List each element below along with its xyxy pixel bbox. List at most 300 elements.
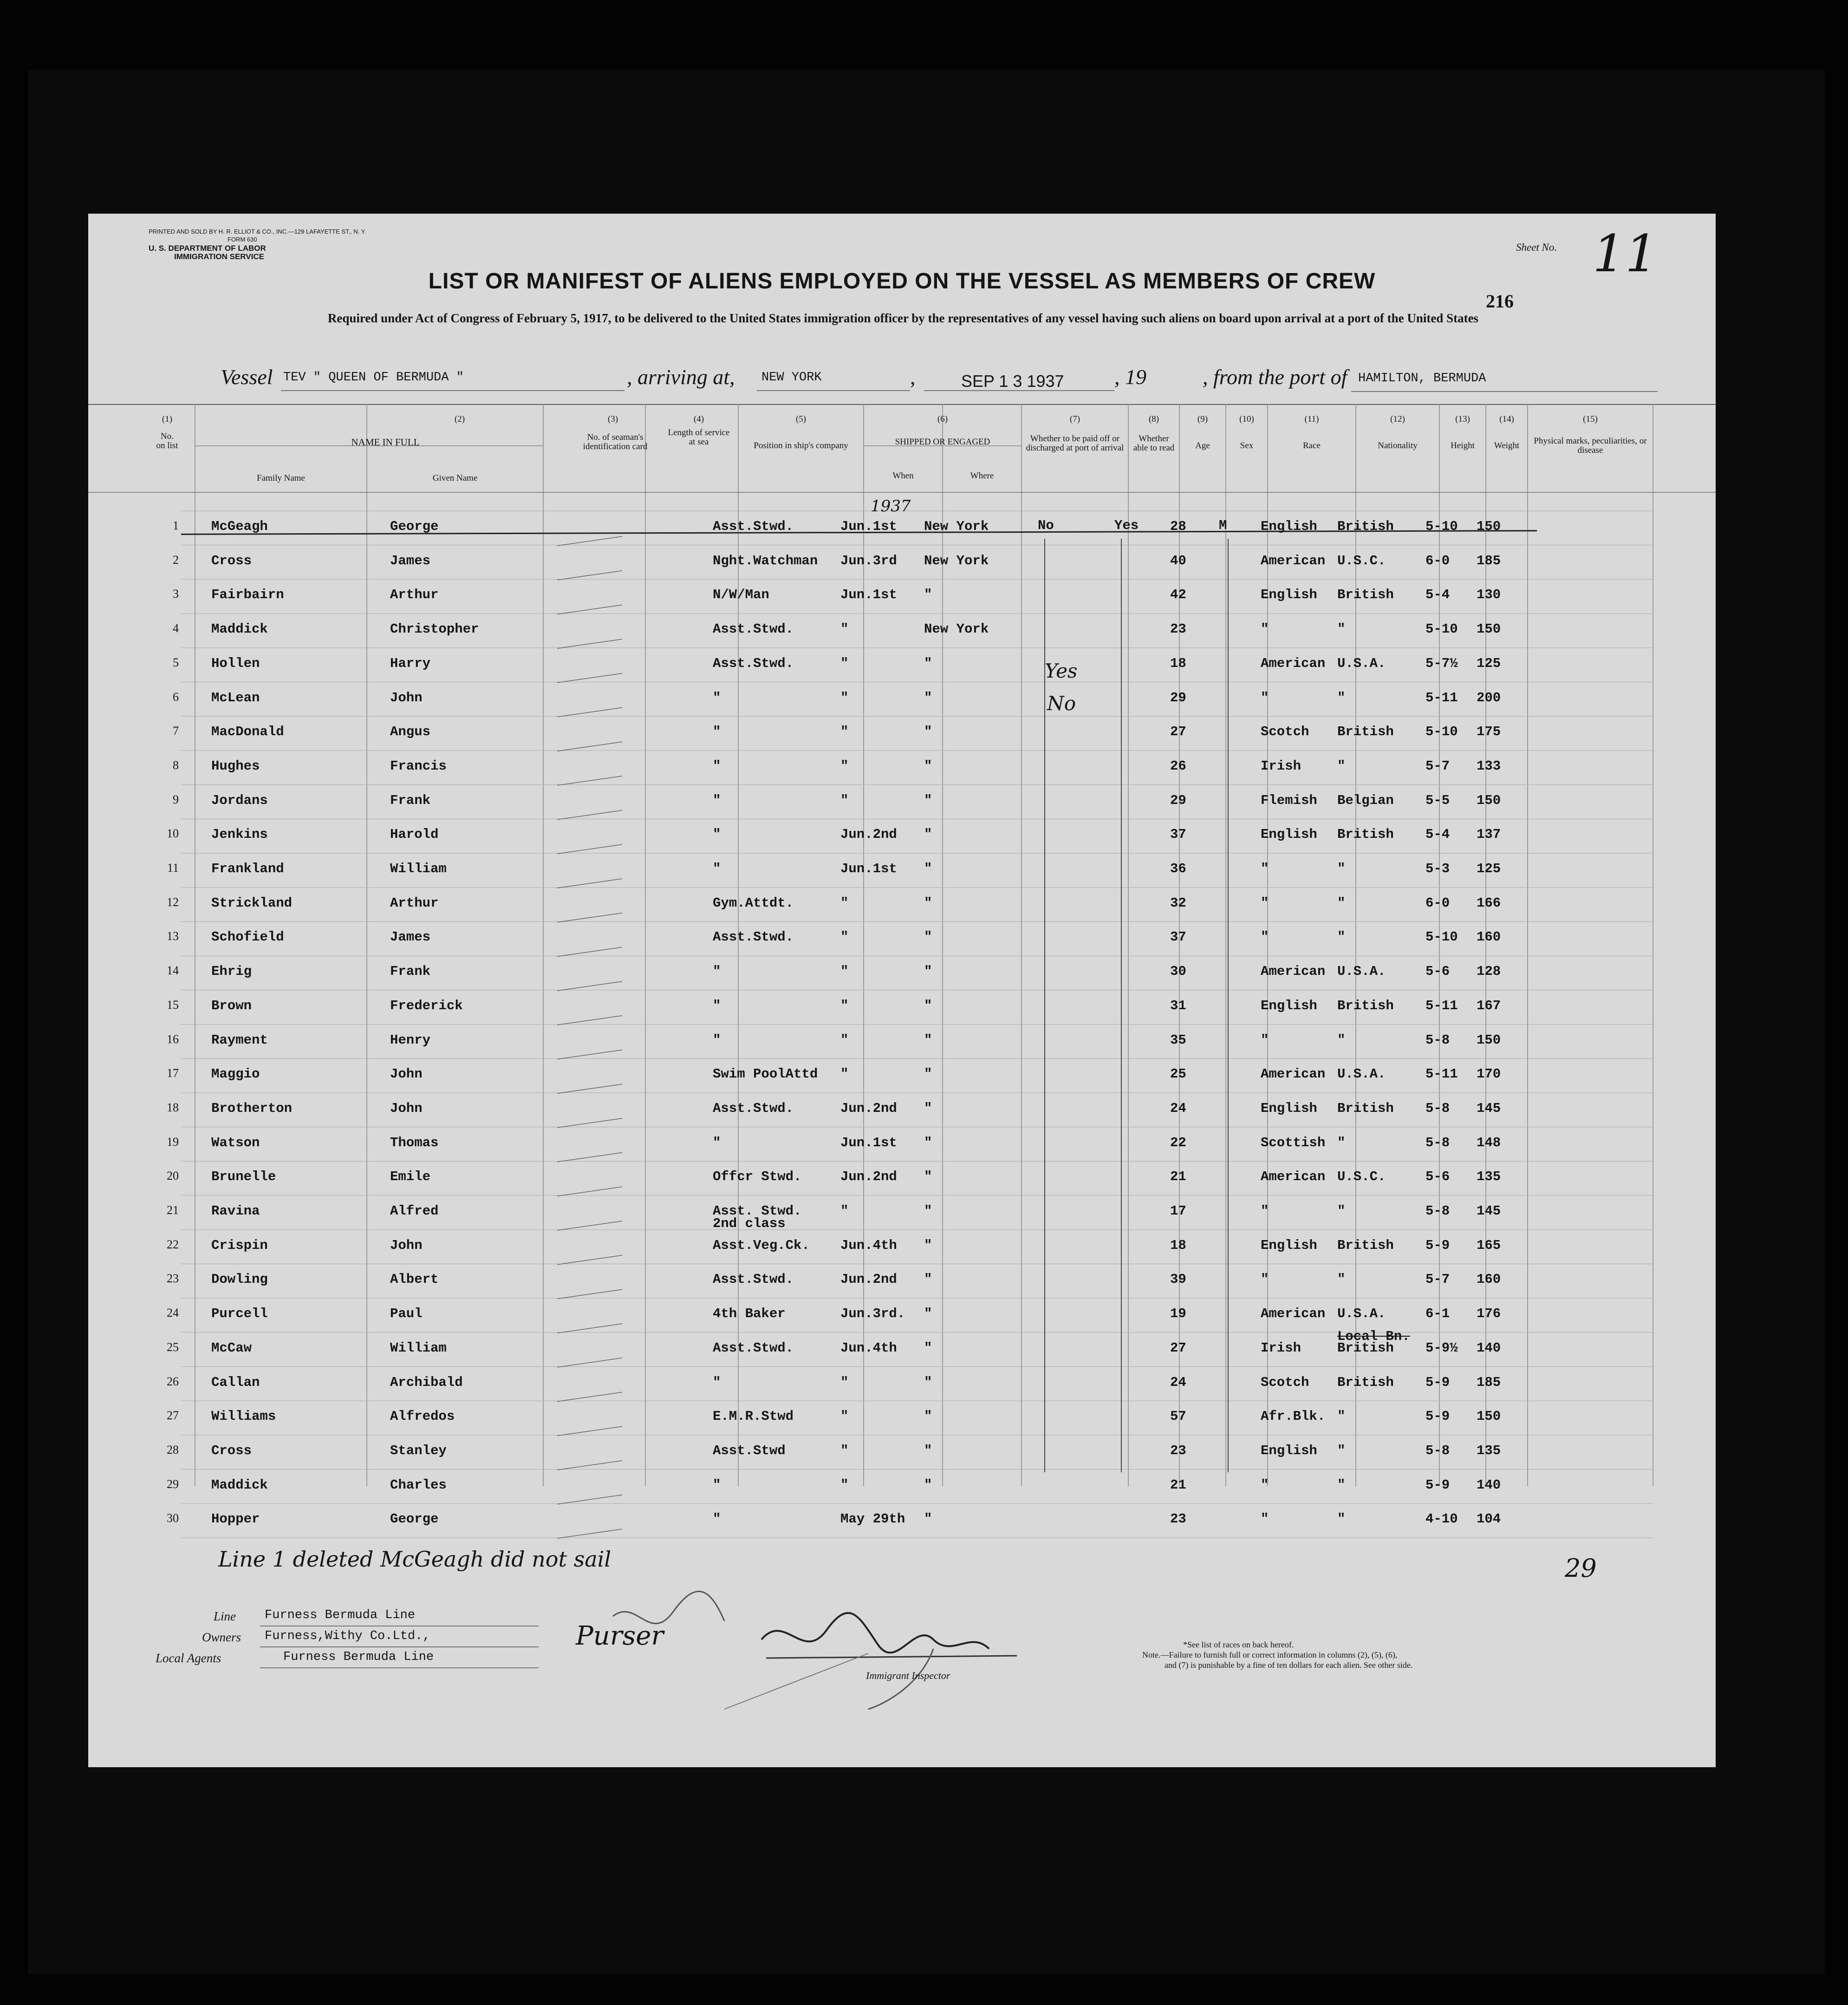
given-name: Charles — [390, 1477, 447, 1493]
nationality: " — [1337, 1272, 1346, 1287]
footnote-races: *See list of races on back hereof. — [1183, 1640, 1294, 1649]
family-name: Brotherton — [211, 1100, 293, 1116]
age: 19 — [1170, 1306, 1186, 1322]
row-number: 27 — [167, 1409, 179, 1423]
nationality: British — [1337, 724, 1394, 740]
header-height: Height — [1451, 441, 1475, 451]
height: 5-7½ — [1425, 655, 1458, 671]
header-name-in-full: NAME IN FULL — [351, 437, 420, 448]
arriving-label: , arriving at, — [627, 365, 735, 389]
date-underline — [924, 390, 1114, 391]
height: 5-11 — [1425, 998, 1458, 1013]
weight: 145 — [1477, 1203, 1501, 1219]
height: 4-10 — [1425, 1511, 1458, 1527]
height: 5-9½ — [1425, 1340, 1458, 1356]
shipped-where: " — [924, 1203, 932, 1219]
position: " — [713, 1477, 721, 1493]
age: 29 — [1170, 690, 1186, 705]
race: " — [1261, 1511, 1269, 1527]
shipped-where: New York — [924, 519, 989, 534]
shipped-when: Jun.1st — [840, 861, 897, 876]
age: 28 — [1170, 519, 1186, 534]
card-slash-mark — [557, 844, 622, 854]
race: Scotch — [1261, 724, 1309, 740]
col-number-9: (9) — [1197, 414, 1208, 424]
height: 5-11 — [1425, 1066, 1458, 1082]
position: " — [713, 861, 721, 876]
height: 5-9 — [1425, 1409, 1450, 1424]
given-name: Albert — [390, 1272, 439, 1287]
weight: 175 — [1477, 724, 1501, 740]
col-number-10: (10) — [1239, 414, 1254, 424]
header-physical-marks: Physical marks, peculiarities, or disease — [1534, 436, 1647, 455]
family-name: Rayment — [211, 1032, 268, 1048]
footnote-penalty: Note.—Failure to furnish full or correct information in columns (2), (5), (6), — [1142, 1650, 1398, 1659]
height: 5-5 — [1425, 792, 1450, 808]
family-name: Jenkins — [211, 827, 268, 842]
shipped-where: " — [924, 724, 932, 740]
nationality: " — [1337, 758, 1346, 774]
shipped-when: Jun.3rd — [840, 553, 897, 568]
header-no-on-list: No. on list — [156, 431, 178, 451]
card-slash-mark — [557, 913, 622, 922]
row-number: 25 — [167, 1340, 179, 1354]
shipped-where: " — [924, 1477, 932, 1493]
card-slash-mark — [557, 1016, 622, 1025]
given-name: Alfredos — [390, 1409, 455, 1424]
height: 5-8 — [1425, 1032, 1450, 1048]
position: " — [713, 758, 721, 774]
position: " — [713, 964, 721, 980]
weight: 133 — [1477, 758, 1501, 774]
shipped-when: " — [840, 895, 849, 911]
card-slash-mark — [557, 1461, 622, 1470]
age: 57 — [1170, 1409, 1186, 1424]
weight: 167 — [1477, 998, 1501, 1013]
shipped-when: Jun.4th — [840, 1237, 897, 1253]
shipped-where: " — [924, 655, 932, 671]
shipped-when: " — [840, 792, 849, 808]
given-name: Archibald — [390, 1374, 463, 1390]
card-slash-mark — [557, 673, 622, 683]
row-number: 7 — [173, 724, 179, 738]
shipped-where: " — [924, 1169, 932, 1185]
height: 5-7 — [1425, 1272, 1450, 1287]
shipped-where: " — [924, 1340, 932, 1356]
age: 35 — [1170, 1032, 1186, 1048]
card-slash-mark — [557, 1358, 622, 1367]
nationality: British — [1337, 827, 1394, 842]
arriving-port: NEW YORK — [761, 371, 822, 385]
agents-underline — [260, 1667, 539, 1668]
race: " — [1261, 1477, 1269, 1493]
card-slash-mark — [557, 742, 622, 751]
family-name: Hopper — [211, 1511, 260, 1527]
shipped-where: " — [924, 1066, 932, 1082]
position-line2: 2nd class — [713, 1216, 786, 1231]
nationality: U.S.A. — [1337, 1306, 1386, 1322]
shipped-where: " — [924, 827, 932, 842]
vessel-name: TEV " QUEEN OF BERMUDA " — [283, 371, 464, 385]
age: 37 — [1170, 929, 1186, 945]
given-name: Arthur — [390, 587, 439, 603]
family-name: Brunelle — [211, 1169, 276, 1185]
weight: 170 — [1477, 1066, 1501, 1082]
age: 23 — [1170, 621, 1186, 637]
shipped-where: " — [924, 1511, 932, 1527]
race: Irish — [1261, 758, 1301, 774]
vessel-underline — [281, 390, 625, 391]
shipped-when: " — [840, 1374, 849, 1390]
weight: 135 — [1477, 1169, 1501, 1185]
age: 42 — [1170, 587, 1186, 603]
race: " — [1261, 1032, 1269, 1048]
row-number: 29 — [167, 1477, 179, 1491]
card-slash-mark — [557, 879, 622, 888]
paid-off: No — [1038, 518, 1054, 533]
owners-label: Owners — [202, 1630, 241, 1644]
line-label: Line — [214, 1609, 236, 1623]
race: English — [1261, 519, 1317, 534]
given-name: Frank — [390, 792, 431, 808]
shipped-where: " — [924, 929, 932, 945]
shipped-where: " — [924, 861, 932, 876]
race: " — [1261, 690, 1269, 705]
card-slash-mark — [557, 1050, 622, 1059]
given-name: Stanley — [390, 1443, 447, 1458]
shipped-when: " — [840, 1477, 849, 1493]
height: 5-11 — [1425, 690, 1458, 705]
shipped-where: " — [924, 1409, 932, 1424]
header-length-service: Length of service at sea — [668, 428, 730, 447]
col-number-3: (3) — [607, 414, 618, 424]
height: 5-8 — [1425, 1203, 1450, 1219]
height: 5-9 — [1425, 1374, 1450, 1390]
row-number: 15 — [167, 998, 179, 1012]
shipped-when: " — [840, 655, 849, 671]
nationality: U.S.A. — [1337, 1066, 1386, 1082]
age: 27 — [1170, 1340, 1186, 1356]
weight: 150 — [1477, 519, 1501, 534]
given-name: James — [390, 929, 431, 945]
age: 40 — [1170, 553, 1186, 568]
family-name: Maddick — [211, 1477, 268, 1493]
position: " — [713, 998, 721, 1013]
height: 5-3 — [1425, 861, 1450, 876]
weight: 104 — [1477, 1511, 1501, 1527]
card-slash-mark — [557, 708, 622, 717]
row-number: 8 — [173, 758, 179, 772]
able-to-read: Yes — [1114, 518, 1139, 533]
weight: 140 — [1477, 1477, 1501, 1493]
header-age: Age — [1195, 441, 1210, 451]
race: American — [1261, 553, 1326, 568]
row-number: 26 — [167, 1374, 179, 1388]
shipped-where: " — [924, 964, 932, 980]
given-name: James — [390, 553, 431, 568]
race: " — [1261, 895, 1269, 911]
shipped-when: Jun.3rd. — [840, 1306, 905, 1322]
shipped-where: " — [924, 1272, 932, 1287]
shipped-when: Jun.1st — [840, 587, 897, 603]
nationality-struck: Local Bn. — [1337, 1328, 1410, 1344]
position: Swim PoolAttd — [713, 1066, 818, 1082]
age: 24 — [1170, 1374, 1186, 1390]
card-slash-mark — [557, 776, 622, 785]
weight: 148 — [1477, 1135, 1501, 1150]
nationality: " — [1337, 690, 1346, 705]
height: 5-10 — [1425, 519, 1458, 534]
height: 5-6 — [1425, 964, 1450, 980]
family-name: Ehrig — [211, 964, 252, 980]
nationality: U.S.C. — [1337, 1169, 1386, 1185]
header-shipped-engaged: SHIPPED OR ENGAGED — [895, 437, 990, 447]
shipped-when: May 29th — [840, 1511, 905, 1527]
shipped-when: Jun.2nd — [840, 1272, 897, 1287]
height: 5-6 — [1425, 1169, 1450, 1185]
page-subtitle: Required under Act of Congress of February 5, 1917, to be delivered to the United States immigration officer by the representatives of any vessel having such aliens on board upon arrival at a port of the United States — [327, 311, 1479, 325]
family-name: McCaw — [211, 1340, 252, 1356]
nationality: British — [1337, 1100, 1394, 1116]
family-name: Frankland — [211, 861, 284, 876]
shipped-where: " — [924, 1100, 932, 1116]
col-number-7: (7) — [1069, 414, 1080, 424]
race: American — [1261, 964, 1326, 980]
race: American — [1261, 1169, 1326, 1185]
year-label: , 19 — [1114, 365, 1146, 389]
family-name: Callan — [211, 1374, 260, 1390]
weight: 185 — [1477, 553, 1501, 568]
position: " — [713, 827, 721, 842]
height: 5-9 — [1425, 1477, 1450, 1493]
footnote-penalty-cont: and (7) is punishable by a fine of ten dollars for each alien. See other side. — [1165, 1660, 1413, 1670]
shipped-when: " — [840, 724, 849, 740]
row-number: 14 — [167, 964, 179, 978]
family-name: MacDonald — [211, 724, 284, 740]
family-name: Brown — [211, 998, 252, 1013]
shipped-when: " — [840, 929, 849, 945]
race: American — [1261, 1306, 1326, 1322]
weight: 160 — [1477, 929, 1501, 945]
row-number: 17 — [167, 1066, 179, 1080]
position: N/W/Man — [713, 587, 769, 603]
card-slash-mark — [557, 1426, 622, 1436]
owners-underline — [260, 1646, 539, 1647]
position: Asst.Stwd. — [713, 519, 794, 534]
weight: 166 — [1477, 895, 1501, 911]
header-family-name: Family Name — [257, 473, 305, 483]
nationality: U.S.C. — [1337, 553, 1386, 568]
manifest-sheet — [88, 214, 1716, 1767]
height: 5-10 — [1425, 929, 1458, 945]
position: Asst.Stwd. — [713, 1272, 794, 1287]
shipped-where: " — [924, 690, 932, 705]
nationality: U.S.A. — [1337, 964, 1386, 980]
age: 30 — [1170, 964, 1186, 980]
col-number-14: (14) — [1499, 414, 1514, 424]
shipped-where: " — [924, 998, 932, 1013]
header-position: Position in ship's company — [754, 441, 848, 451]
given-name: John — [390, 1066, 423, 1082]
arriving-underline — [757, 390, 910, 391]
weight: 137 — [1477, 827, 1501, 842]
family-name: Williams — [211, 1409, 276, 1424]
card-slash-mark — [557, 1495, 622, 1504]
weight: 176 — [1477, 1306, 1501, 1322]
position: " — [713, 1374, 721, 1390]
shipped-where: " — [924, 792, 932, 808]
family-name: Purcell — [211, 1306, 268, 1322]
age: 39 — [1170, 1272, 1186, 1287]
card-slash-mark — [557, 1187, 622, 1196]
printer-line: PRINTED AND SOLD BY H. R. ELLIOT & CO., INC.—129 LAFAYETTE ST., N. Y. — [149, 228, 366, 235]
race: American — [1261, 655, 1326, 671]
position: Gym.Attdt. — [713, 895, 794, 911]
nationality: " — [1337, 1477, 1346, 1493]
shipped-when: " — [840, 964, 849, 980]
age: 23 — [1170, 1511, 1186, 1527]
row-number: 16 — [167, 1032, 179, 1046]
shipped-when: Jun.4th — [840, 1340, 897, 1356]
nationality: " — [1337, 1032, 1346, 1048]
shipped-when: " — [840, 1032, 849, 1048]
position: " — [713, 1511, 721, 1527]
weight: 200 — [1477, 690, 1501, 705]
card-slash-mark — [557, 1324, 622, 1333]
sex: M — [1219, 518, 1227, 533]
position: " — [713, 1135, 721, 1150]
shipped-when: Jun.2nd — [840, 1100, 897, 1116]
weight: 128 — [1477, 964, 1501, 980]
row-number: 24 — [167, 1306, 179, 1320]
card-slash-mark — [557, 1392, 622, 1402]
height: 5-7 — [1425, 758, 1450, 774]
position: Asst.Stwd. — [713, 1100, 794, 1116]
shipped-where: " — [924, 1237, 932, 1253]
weight: 165 — [1477, 1237, 1501, 1253]
sheet-number-label: Sheet No. — [1516, 242, 1557, 253]
inspector-signature — [608, 1570, 1035, 1714]
header-paid-off: Whether to be paid off or discharged at port of arrival — [1026, 434, 1124, 453]
weight: 150 — [1477, 1409, 1501, 1424]
shipped-where: " — [924, 1443, 932, 1458]
age: 24 — [1170, 1100, 1186, 1116]
col-number-2: (2) — [454, 414, 465, 424]
race: " — [1261, 929, 1269, 945]
height: 5-4 — [1425, 827, 1450, 842]
shipped-when: " — [840, 690, 849, 705]
header-nationality: Nationality — [1378, 441, 1418, 451]
family-name: Schofield — [211, 929, 284, 945]
given-name: John — [390, 1100, 423, 1116]
row-number: 13 — [167, 929, 179, 943]
row-number: 18 — [167, 1100, 179, 1114]
nationality: " — [1337, 929, 1346, 945]
weight: 140 — [1477, 1340, 1501, 1356]
weight: 145 — [1477, 1100, 1501, 1116]
height: 5-8 — [1425, 1100, 1450, 1116]
row-number: 3 — [173, 587, 179, 601]
header-weight: Weight — [1494, 441, 1520, 451]
height: 6-1 — [1425, 1306, 1450, 1322]
height: 5-4 — [1425, 587, 1450, 603]
age: 27 — [1170, 724, 1186, 740]
nationality: British — [1337, 587, 1394, 603]
family-name: Watson — [211, 1135, 260, 1150]
col-number-4: (4) — [693, 414, 704, 424]
nationality: " — [1337, 1443, 1346, 1458]
race: English — [1261, 998, 1317, 1013]
row-number: 6 — [173, 690, 179, 704]
weight: 150 — [1477, 792, 1501, 808]
age: 25 — [1170, 1066, 1186, 1082]
height: 5-8 — [1425, 1135, 1450, 1150]
height: 5-10 — [1425, 621, 1458, 637]
shipped-where: " — [924, 758, 932, 774]
family-name: Jordans — [211, 792, 268, 808]
row-number: 12 — [167, 895, 179, 909]
race: " — [1261, 621, 1269, 637]
row-number: 21 — [167, 1203, 179, 1217]
col-number-5: (5) — [795, 414, 807, 424]
from-port-label: , from the port of — [1203, 365, 1347, 389]
card-slash-mark — [557, 605, 622, 614]
header-where: Where — [970, 471, 994, 481]
nationality: Belgian — [1337, 792, 1394, 808]
owners-value: Furness,Withy Co.Ltd., — [265, 1629, 430, 1643]
family-name: Crispin — [211, 1237, 268, 1253]
nationality: British — [1337, 519, 1394, 534]
age: 29 — [1170, 792, 1186, 808]
weight: 130 — [1477, 587, 1501, 603]
height: 5-10 — [1425, 724, 1458, 740]
row-number: 30 — [167, 1511, 179, 1525]
family-name: Ravina — [211, 1203, 260, 1219]
position: " — [713, 724, 721, 740]
age: 31 — [1170, 998, 1186, 1013]
page-title: LIST OR MANIFEST OF ALIENS EMPLOYED ON THE VESSEL AS MEMBERS OF CREW — [428, 269, 1376, 294]
card-slash-mark — [557, 947, 622, 956]
age: 21 — [1170, 1169, 1186, 1185]
col-number-13: (13) — [1455, 414, 1470, 424]
weight: 150 — [1477, 1032, 1501, 1048]
family-name: Maggio — [211, 1066, 260, 1082]
col-number-8: (8) — [1148, 414, 1159, 424]
handwritten-tally: 29 — [1565, 1554, 1597, 1583]
paid-no-mark: No — [1047, 692, 1076, 715]
family-name: McLean — [211, 690, 260, 705]
row-number: 1 — [173, 519, 179, 532]
footnote — [1142, 1639, 1653, 1670]
given-name: George — [390, 1511, 439, 1527]
race: English — [1261, 1100, 1317, 1116]
col-number-11: (11) — [1304, 414, 1319, 424]
row-number: 28 — [167, 1443, 179, 1456]
nationality: British — [1337, 1374, 1394, 1390]
shipped-where: " — [924, 1306, 932, 1322]
given-name: Angus — [390, 724, 431, 740]
age: 22 — [1170, 1135, 1186, 1150]
age: 36 — [1170, 861, 1186, 876]
row-number: 4 — [173, 621, 179, 635]
race: English — [1261, 587, 1317, 603]
position: Asst.Stwd. — [713, 929, 794, 945]
service-line: IMMIGRATION SERVICE — [174, 252, 264, 261]
given-name: Alfred — [390, 1203, 439, 1219]
shipped-when: " — [840, 998, 849, 1013]
inspector-label: Immigrant Inspector — [866, 1670, 950, 1681]
row-number: 9 — [173, 792, 179, 806]
